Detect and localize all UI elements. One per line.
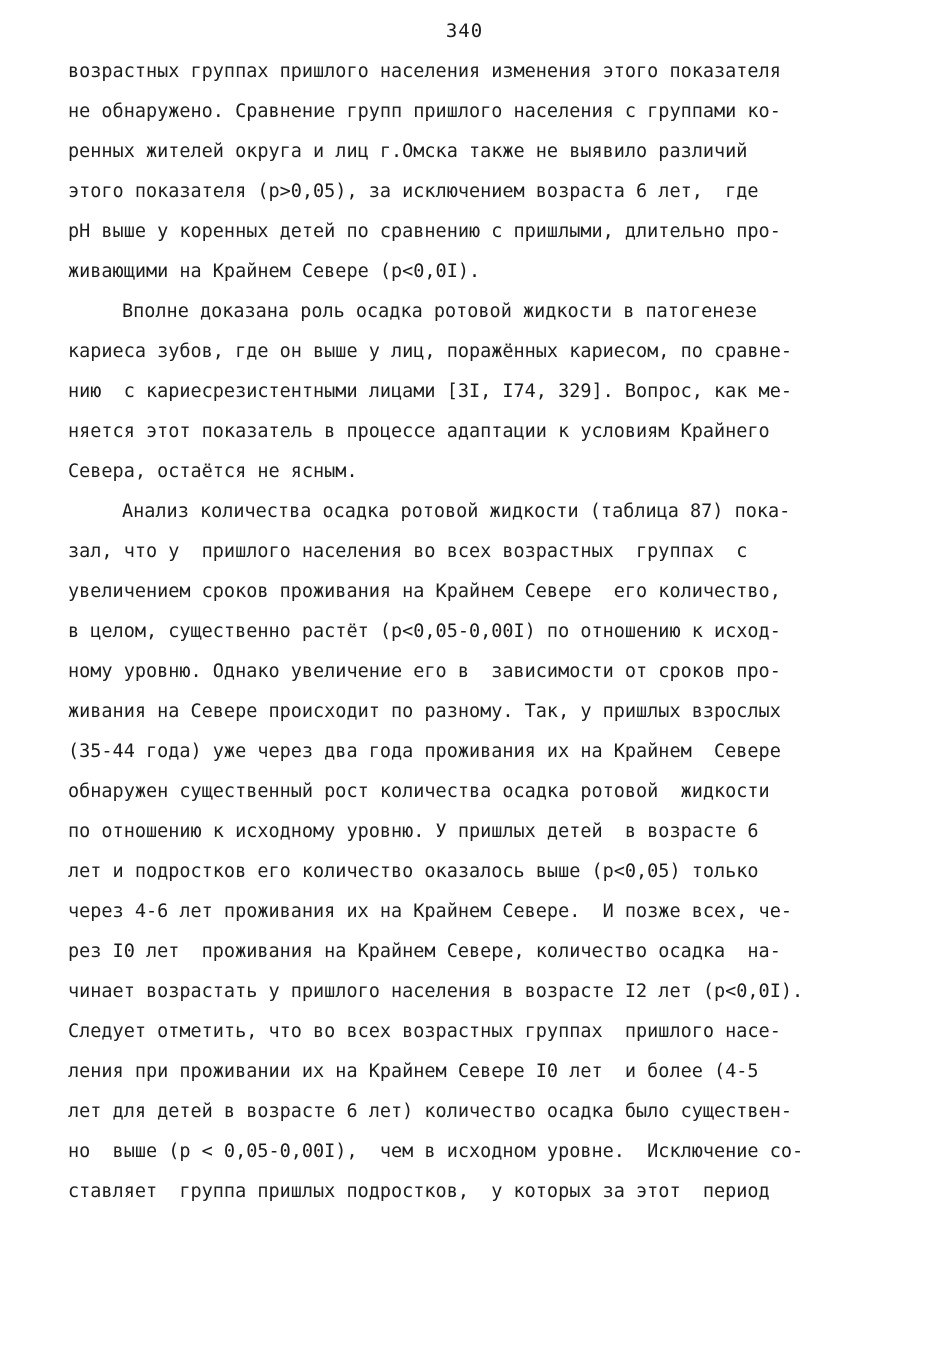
text-line: ставляет группа пришлых подростков, у которых за этот период <box>68 1181 770 1202</box>
text-line: живания на Севере происходит по разному. Так, у пришлых взрослых <box>68 701 781 722</box>
page-number: 340 <box>445 20 484 42</box>
text-line: через 4-6 лет проживания их на Крайнем Севере. И позже всех, че- <box>68 901 792 922</box>
text-line: этого показателя (p>0,05), за исключением возраста 6 лет, где <box>68 181 759 202</box>
text-line: по отношению к исходному уровню. У пришлых детей в возрасте 6 <box>68 821 759 842</box>
text-line: чинает возрастать у пришлого населения в возрасте I2 лет (p<0,0I). <box>68 981 804 1002</box>
text-line: рез I0 лет проживания на Крайнем Севере, количество осадка на- <box>68 941 781 962</box>
text-line: зал, что у пришлого населения во всех возрастных группах с <box>68 541 748 562</box>
text-line: ренных жителей округа и лиц г.Омска также не выявило различий <box>68 141 748 162</box>
text-line: нию с кариесрезистентными лицами [3I, I74, 329]. Вопрос, как ме- <box>68 381 792 402</box>
text-line: не обнаружено. Сравнение групп пришлого населения с группами ко- <box>68 101 781 122</box>
text-line: pH выше у коренных детей по сравнению с пришлыми, длительно про- <box>68 221 781 242</box>
text-line: ления при проживании их на Крайнем Севере I0 лет и более (4-5 <box>68 1061 759 1082</box>
body-text <box>68 56 868 1216</box>
text-line: живающими на Крайнем Севере (p<0,0I). <box>68 261 481 282</box>
text-line: Анализ количества осадка ротовой жидкости (таблица 87) пока- <box>122 501 791 522</box>
text-line: лет для детей в возрасте 6 лет) количество осадка было существен- <box>68 1101 792 1122</box>
text-line: ному уровню. Однако увеличение его в зависимости от сроков про- <box>68 661 781 682</box>
text-line: кариеса зубов, где он выше у лиц, поражённых кариесом, по сравне- <box>68 341 792 362</box>
text-line: няется этот показатель в процессе адаптации к условиям Крайнего <box>68 421 770 442</box>
text-line: в целом, существенно растёт (p<0,05-0,00I) по отношению к исход- <box>68 621 781 642</box>
text-line: Севера, остаётся не ясным. <box>68 461 358 482</box>
text-line: Следует отметить, что во всех возрастных группах пришлого насе- <box>68 1021 781 1042</box>
text-line: (35-44 года) уже через два года проживания их на Крайнем Севере <box>68 741 781 762</box>
text-line: обнаружен существенный рост количества осадка ротовой жидкости <box>68 781 770 802</box>
text-line: возрастных группах пришлого населения изменения этого показателя <box>68 61 781 82</box>
text-line: но выше (p < 0,05-0,00I), чем в исходном уровне. Исключение со- <box>68 1141 804 1162</box>
text-line: Вполне доказана роль осадка ротовой жидкости в патогенезе <box>122 301 757 322</box>
text-line: лет и подростков его количество оказалось выше (p<0,05) только <box>68 861 759 882</box>
text-line: увеличением сроков проживания на Крайнем Севере его количество, <box>68 581 781 602</box>
